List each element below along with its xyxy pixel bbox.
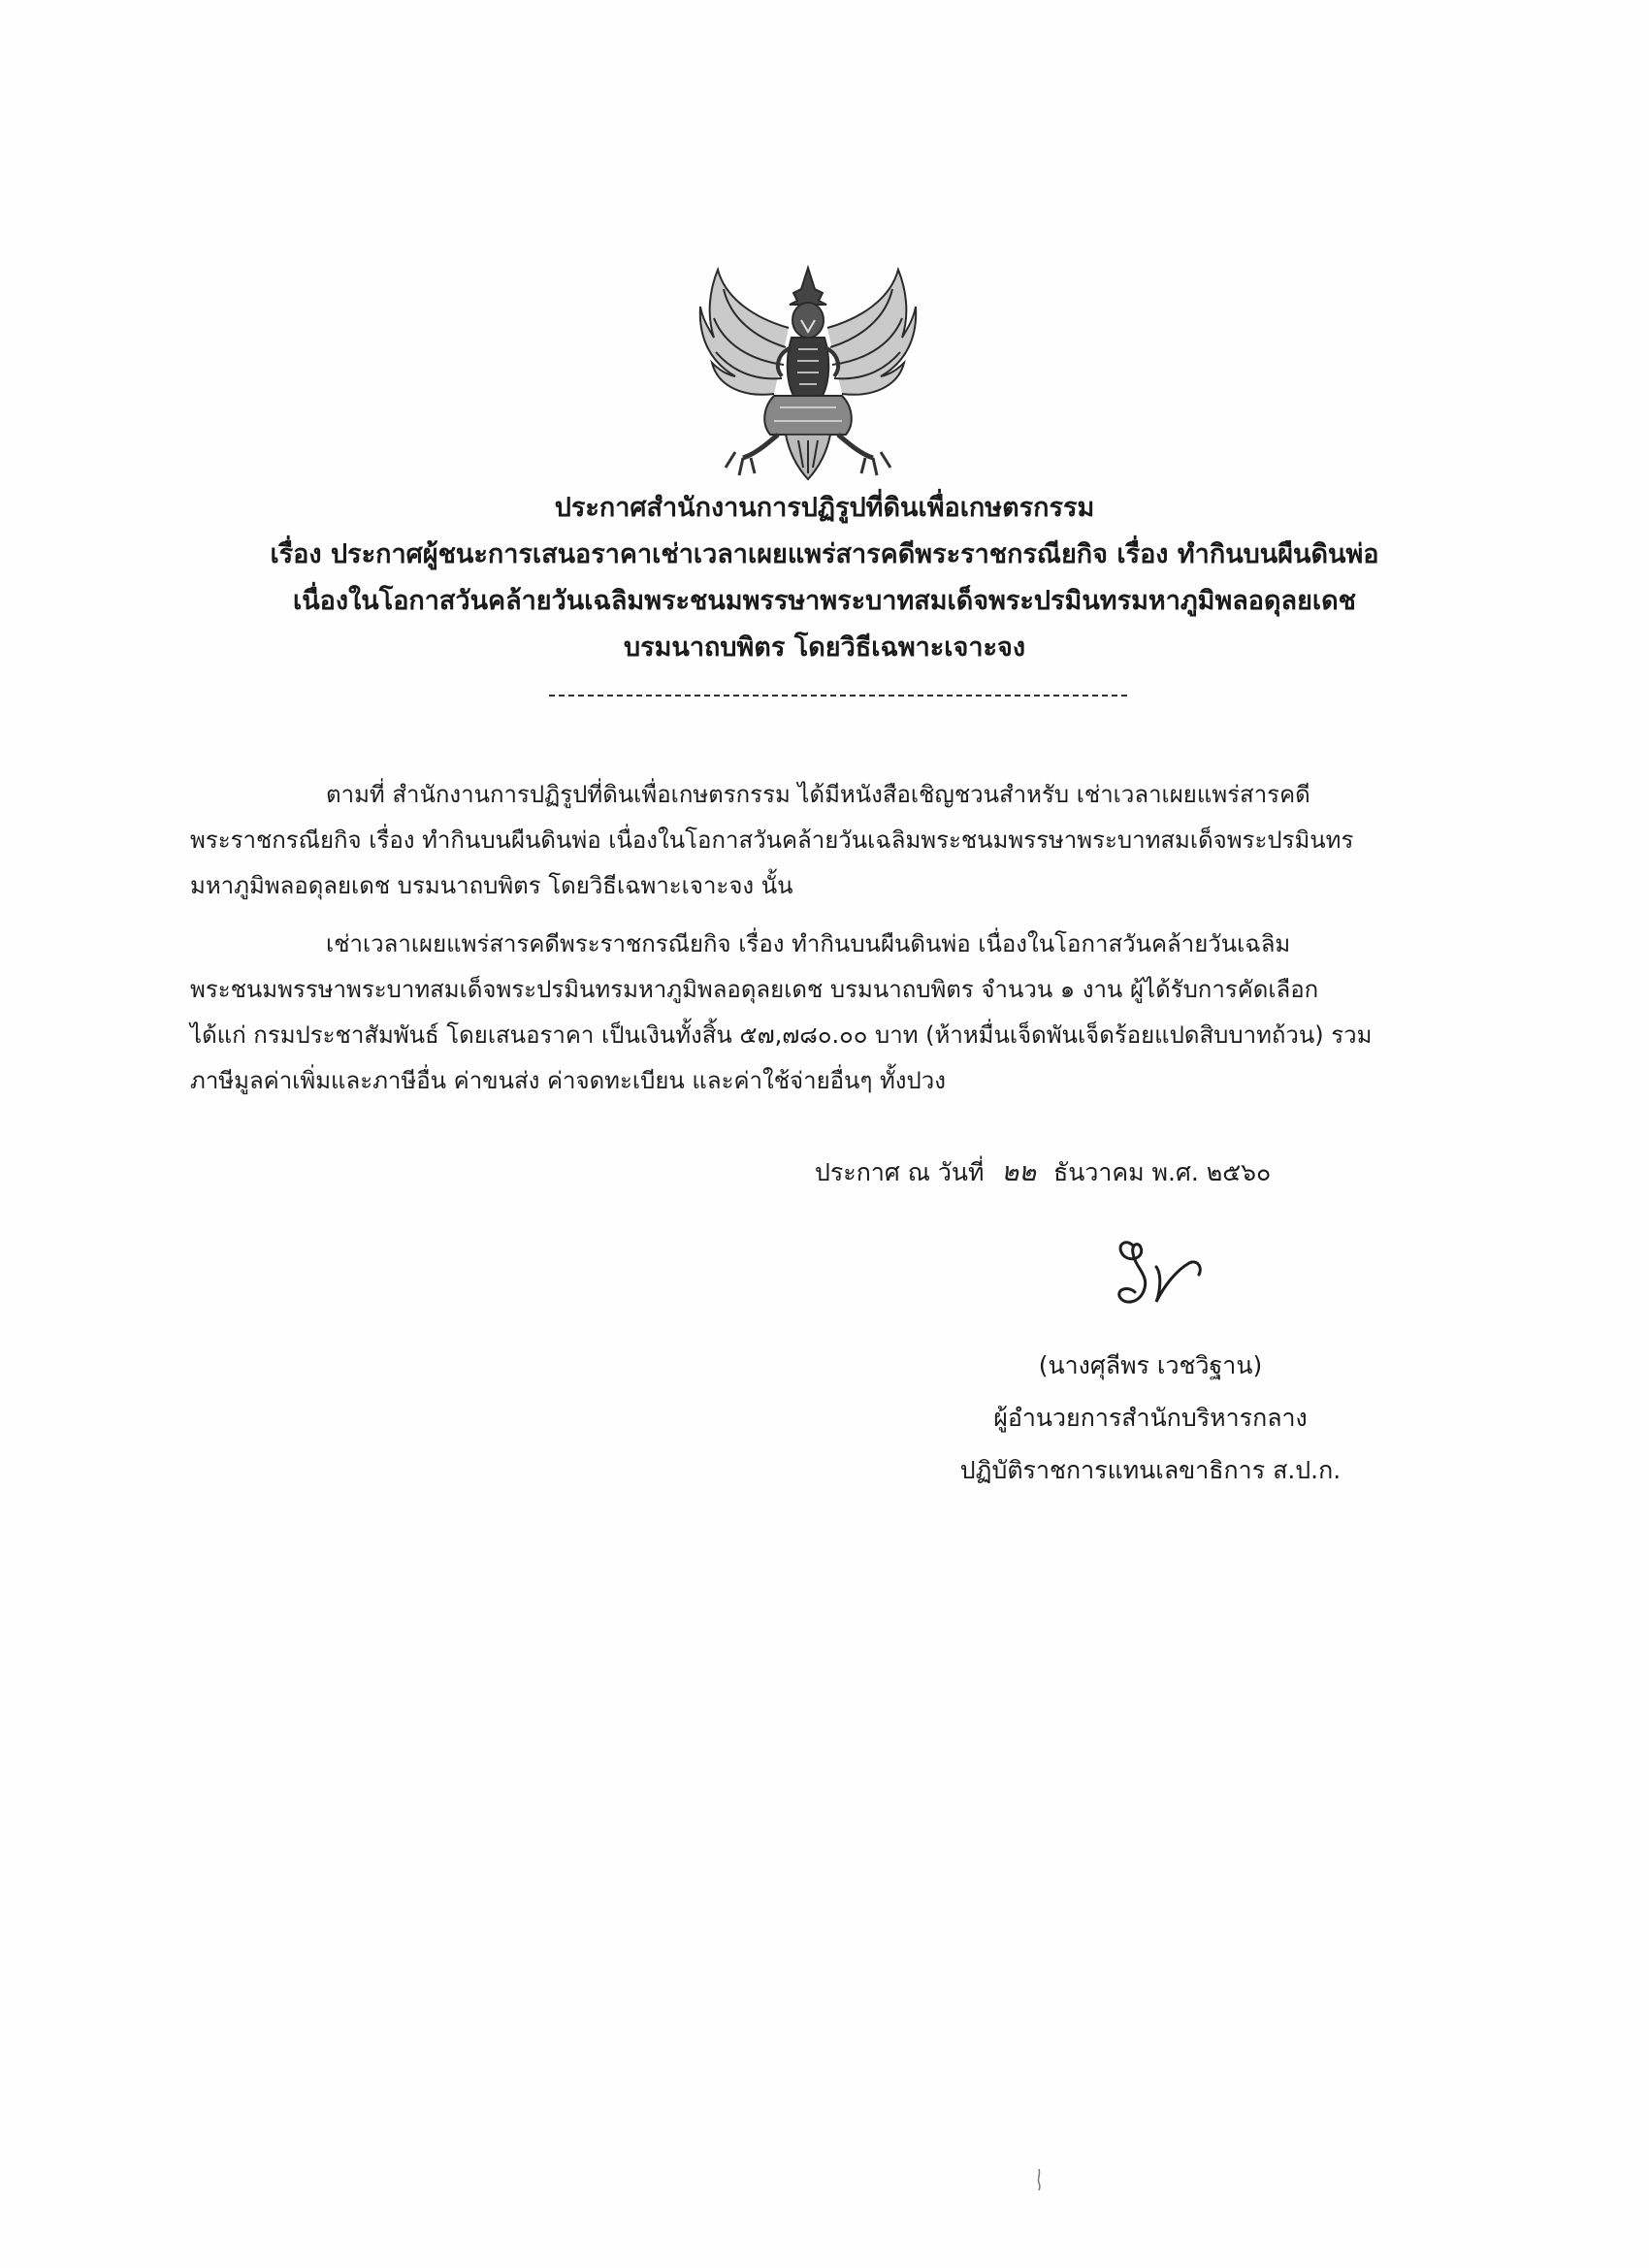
- paragraph-line: ภาษีมูลค่าเพิ่มและภาษีอื่น ค่าขนส่ง ค่าจดทะเบียน และค่าใช้จ่ายอื่นๆ ทั้งปวง: [190, 1067, 946, 1094]
- signatory-name: (นางศุลีพร เวชวิฐาน): [1038, 1351, 1263, 1379]
- paragraph-line: ได้แก่ กรมประชาสัมพันธ์ โดยเสนอราคา เป็นเงินทั้งสิ้น ๕๗,๗๘๐.๐๐ บาท (ห้าหมื่นเจ็ดพันเจ็ดร้อยแปดสิบบาทถ้วน) รวม: [190, 1021, 1373, 1049]
- title-divider: [549, 695, 1127, 697]
- garuda-emblem-icon: [696, 260, 920, 489]
- paragraph-line: ตามที่ สำนักงานการปฏิรูปที่ดินเพื่อเกษตรกรรม ได้มีหนังสือเชิญชวนสำหรับ เช่าเวลาเผยแพร่สารคดี: [326, 781, 1310, 808]
- announcement-subject-line-2: เนื่องในโอกาสวันคล้ายวันเฉลิมพระชนมพรรษาพระบาทสมเด็จพระปรมินทรมหาภูมิพลอดุลยเดช: [292, 586, 1357, 616]
- announcement-title: ประกาศสำนักงานการปฏิรูปที่ดินเพื่อเกษตรกรรม: [554, 493, 1095, 523]
- date-month-year: ธันวาคม พ.ศ. ๒๕๖๐: [1052, 1158, 1272, 1186]
- paragraph-line: พระราชกรณียกิจ เรื่อง ทำกินบนผืนดินพ่อ เนื่องในโอกาสวันคล้ายวันเฉลิมพระชนมพรรษาพระบาทสมเด็จพระปรมินทร: [190, 826, 1354, 854]
- paragraph-line: เช่าเวลาเผยแพร่สารคดีพระราชกรณียกิจ เรื่อง ทำกินบนผืนดินพ่อ เนื่องในโอกาสวันคล้ายวันเฉลิม: [326, 930, 1291, 957]
- date-prefix: ประกาศ ณ วันที่: [815, 1158, 985, 1186]
- announcement-subject-line-3: บรมนาถบพิตร โดยวิธีเฉพาะเจาะจง: [623, 632, 1026, 663]
- body-paragraph-1: [190, 772, 1451, 909]
- signatory-position: ผู้อำนวยการสำนักบริหารกลาง: [993, 1404, 1308, 1432]
- paragraph-line: พระชนมพรรษาพระบาทสมเด็จพระปรมินทรมหาภูมิพลอดุลยเดช บรมนาถบพิตร จำนวน ๑ งาน ผู้ได้รับการคัดเลือก: [190, 976, 1319, 1003]
- announcement-date: [815, 1150, 1271, 1192]
- body-paragraph-2: [190, 922, 1451, 1104]
- handwritten-signature: [1106, 1228, 1212, 1325]
- announcement-title-block: [146, 485, 1504, 671]
- date-day: ๒๒: [1001, 1157, 1037, 1187]
- announcement-subject-line-1: เรื่อง ประกาศผู้ชนะการเสนอราคาเช่าเวลาเผยแพร่สารคดีพระราชกรณียกิจ เรื่อง ทำกินบนผืนดินพ่อ: [270, 539, 1379, 569]
- scan-mark: [1036, 2169, 1042, 2190]
- signatory-acting-role: ปฏิบัติราชการแทนเลขาธิการ ส.ป.ก.: [959, 1456, 1342, 1484]
- paragraph-line: มหาภูมิพลอดุลยเดช บรมนาถบพิตร โดยวิธีเฉพาะเจาะจง นั้น: [190, 872, 793, 899]
